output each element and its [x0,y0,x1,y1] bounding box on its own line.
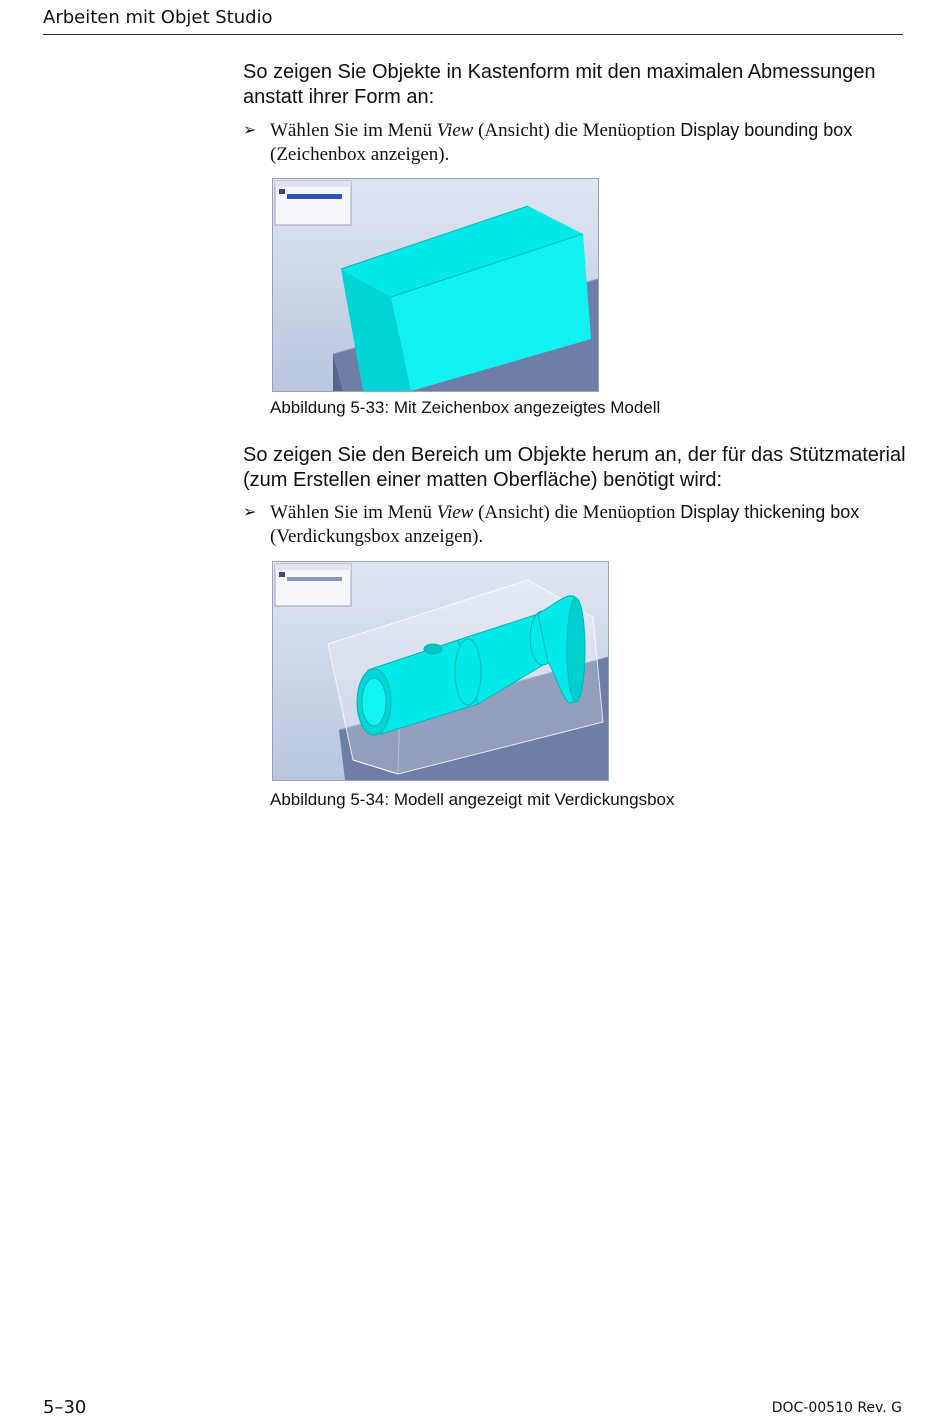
doc-id: DOC-00510 Rev. G [771,1400,902,1416]
bullet-arrow-icon: ➢ [243,120,257,139]
running-header: Arbeiten mit Objet Studio [43,7,273,28]
section2-bullet [243,500,913,549]
bullet-arrow-icon: ➢ [243,502,257,521]
figure-thickening-box-screenshot [272,561,609,781]
bullet-text-b: (Ansicht) die Menüoption [473,120,681,141]
bullet-text-c: (Zeichenbox anzeigen). [270,144,450,165]
menu-name: View [436,502,474,523]
figure-caption: Abbildung 5-33: Mit Zeichenbox angezeigtes Modell [270,398,661,417]
bullet-text-a: Wählen Sie im Menü [270,120,437,141]
section2-intro: So zeigen Sie den Bereich um Objekte herum an, der für das Stützmaterial (zum Erstellen einer matten Oberfläche) benötigt wird: [243,444,906,491]
header-rule [43,34,903,35]
menu-name: View [436,120,474,141]
bullet-text-c: (Verdickungsbox anzeigen). [270,526,484,547]
figure-caption: Abbildung 5-34: Modell angezeigt mit Verdickungsbox [270,790,675,809]
menu-option: Display thickening box [680,502,860,522]
figure-bounding-box-screenshot [272,178,599,392]
bullet-body [270,118,913,167]
bullet-text-b: (Ansicht) die Menüoption [473,502,681,523]
page-number: 5–30 [43,1397,87,1418]
bullet-body [270,500,913,549]
section1-bullet [243,118,913,167]
menu-option: Display bounding box [680,120,853,140]
bullet-text-a: Wählen Sie im Menü [270,502,437,523]
section1-intro: So zeigen Sie Objekte in Kastenform mit den maximalen Abmessungen anstatt ihrer Form an: [243,61,876,108]
